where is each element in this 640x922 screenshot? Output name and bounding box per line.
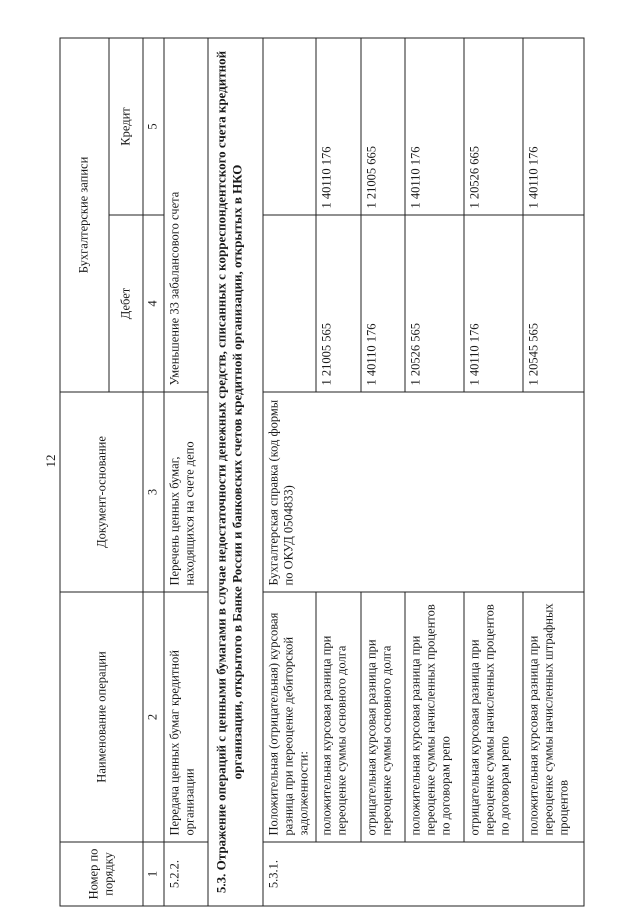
accounting-table: [60, 37, 585, 906]
accounting-table-rotated: [60, 39, 585, 907]
row-5-3-1-debit: [263, 215, 316, 392]
header-debit: Дебет: [109, 215, 144, 392]
header-accounting-entries: Бухгалтерские записи: [60, 38, 109, 392]
sub-row-credit: 1 40110 176: [316, 38, 361, 215]
sub-row-name: положительная курсовая разница при переоценке суммы основного долга: [316, 592, 361, 842]
header-document-basis: Документ-основание: [60, 392, 143, 592]
sub-row-debit: 1 40110 176: [464, 215, 523, 392]
row-5-3-1-number: 5.3.1.: [263, 842, 584, 906]
sub-row-name: положительная курсовая разница при переоценке суммы начисленных штрафных процентов: [523, 592, 584, 842]
col-number-1: 1: [143, 842, 163, 906]
header-row-number: Номер по порядку: [60, 842, 143, 906]
header-credit: Кредит: [109, 38, 144, 215]
row-5-2-2-entry: Уменьшение 33 забалансового счета: [164, 38, 209, 392]
row-5-2-2-document: Перечень ценных бумаг, находящихся на счете депо: [164, 392, 209, 592]
sub-row-name: положительная курсовая разница при переоценке суммы начисленных процентов по договорам репо: [405, 592, 464, 842]
sub-row-credit: 1 40110 176: [523, 38, 584, 215]
sub-row-credit: 1 20526 665: [464, 38, 523, 215]
sub-row-credit: 1 40110 176: [405, 38, 464, 215]
row-5-3-1-name: Положительная (отрицательная) курсовая разница при переоценке дебиторской задолженности:: [263, 592, 316, 842]
col-number-5: 5: [143, 38, 163, 215]
sub-row-debit: 1 21005 565: [316, 215, 361, 392]
sub-row-name: отрицательная курсовая разница при переоценке суммы начисленных процентов по договорам репо: [464, 592, 523, 842]
sub-row-credit: 1 21005 665: [361, 38, 406, 215]
sub-row-debit: 1 20545 565: [523, 215, 584, 392]
row-5-2-2-number: 5.2.2.: [164, 842, 209, 906]
page-number: 12: [43, 454, 58, 468]
sub-row-debit: 1 40110 176: [361, 215, 406, 392]
header-operation-name: Наименование операции: [60, 592, 143, 842]
section-5-3-title: 5.3. Отражение операций с ценными бумагами в случае недостаточности денежных средств, списанных с корреспондентского счета кредитной организации, открытого в Банке России и банковских счетов кредитной организации, открытых в НКО: [208, 38, 263, 906]
sub-row-debit: 1 20526 565: [405, 215, 464, 392]
row-5-3-1-credit: [263, 38, 316, 215]
col-number-3: 3: [143, 392, 163, 592]
col-number-2: 2: [143, 592, 163, 842]
row-5-3-1-document: Бухгалтерская справка (код формы по ОКУД 0504833): [263, 392, 584, 592]
row-5-2-2-name: Передача ценных бумаг кредитной организации: [164, 592, 209, 842]
sub-row-name: отрицательная курсовая разница при переоценке суммы основного долга: [361, 592, 406, 842]
col-number-4: 4: [143, 215, 163, 392]
